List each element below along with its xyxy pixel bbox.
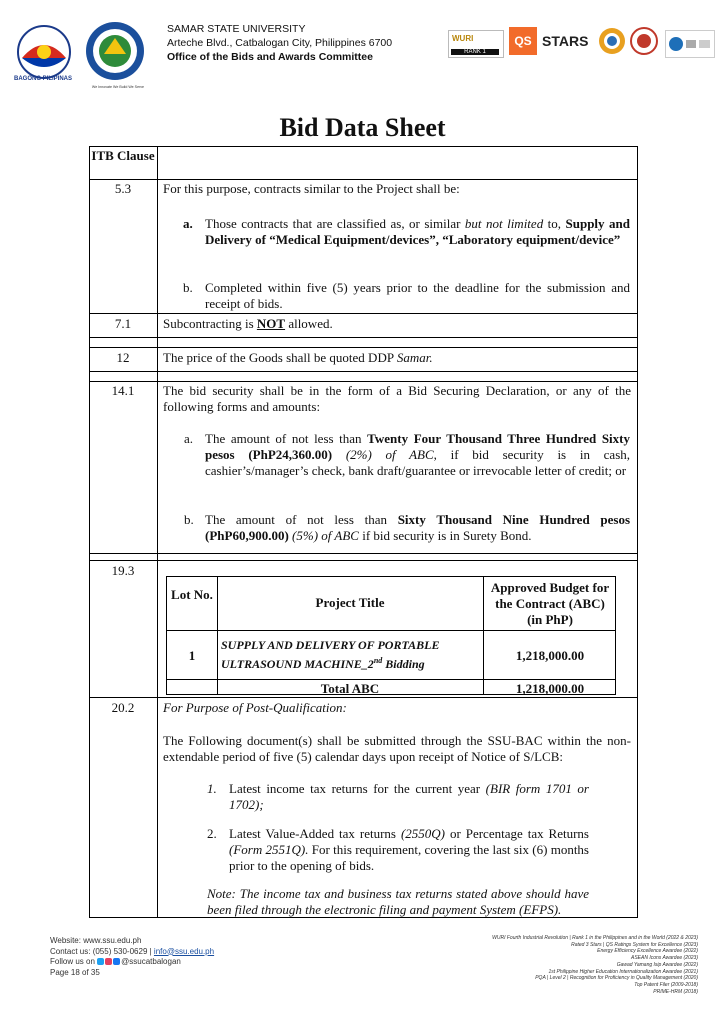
page-number: Page 18 of 35 [50, 967, 100, 977]
clause-20-2: 20.2 [111, 700, 135, 715]
efps-note: Note: The income tax and business tax returns stated above should have been filed through the electronic filing and payment System (EFPS). [207, 886, 589, 917]
item-b-post: if bid security is in Surety Bond. [358, 528, 532, 543]
footer-contact-line [50, 947, 214, 958]
wurj-rank: RANK 1 [451, 49, 499, 55]
bagong-pilipinas-logo [14, 22, 74, 82]
item-a-percent: (2%) of ABC [332, 447, 434, 462]
row-7-1-post: allowed. [285, 316, 333, 331]
row-5-3-intro: For this purpose, contracts similar to the Project shall be: [163, 181, 460, 196]
row-7-1-pre: Subcontracting is [163, 316, 257, 331]
row-14-1-intro: The bid security shall be in the form of a Bid Securing Declaration, or any of the following forms and amounts: [163, 383, 631, 414]
item-2-mid: or Percentage tax Returns [444, 826, 589, 841]
clause-19-3: 19.3 [111, 563, 135, 578]
item-2-post: For this requirement, covering the last six (6) months prior to the opening of bids. [229, 842, 589, 873]
university-name: SAMAR STATE UNIVERSITY [167, 23, 306, 35]
ssu-seal-logo [84, 20, 146, 82]
wurj-badge [448, 30, 504, 58]
lot-abc-value: 1,218,000.00 [515, 648, 585, 663]
item-1-italic: (BIR form 1701 or 1702); [229, 781, 589, 812]
footer-website: Website: www.ssu.edu.ph [50, 936, 142, 945]
footer-phone: Contact us: (055) 530-0629 | [50, 946, 154, 956]
qs-label: QS [509, 27, 537, 55]
lot-col-divider [483, 577, 484, 694]
certification-logo [665, 30, 715, 58]
itb-clause-header: ITB Clause [91, 148, 155, 163]
award-line: Rated 3 Stars | QS Ratings System for Excellence (2023) [571, 941, 698, 948]
award-line: PQA | Level 2 | Recognition for Proficiency in Quality Management (2020) [535, 975, 698, 982]
item-a-pre: The amount of not less than [205, 431, 368, 446]
row-7-1-text [163, 316, 631, 332]
instagram-icon[interactable] [105, 958, 112, 965]
item-2-italic2: (Form 2551Q). [229, 842, 309, 857]
item-1-marker: 1. [207, 781, 217, 796]
row-5-3-a-marker: a. [183, 216, 193, 231]
item-2-italic1: (2550Q) [400, 826, 445, 841]
row-12-pre: The price of the Goods shall be quoted DDP [163, 350, 397, 365]
row-divider [89, 347, 638, 348]
footer-contact [50, 936, 214, 978]
row-divider [89, 313, 638, 314]
row-divider [89, 553, 638, 554]
row-14-1-b-marker: b. [184, 512, 194, 527]
qs-stars-badge [509, 27, 593, 57]
row-7-1-bold: NOT [256, 316, 286, 331]
facebook-icon[interactable] [113, 958, 120, 965]
row-5-3-item-a [205, 216, 630, 248]
clause-14-1: 14.1 [111, 383, 135, 398]
item-2-pre: Latest Value-Added tax returns [229, 826, 401, 841]
qs-stars-label: STARS [542, 33, 589, 49]
abc-header: Approved Budget for the Contract (ABC) (in PhP) [490, 580, 610, 627]
clause-5-3: 5.3 [114, 181, 132, 196]
row-14-1-item-b [205, 512, 630, 544]
row-5-3-item-b: Completed within five (5) years prior to the deadline for the submission and receipt of bids. [205, 280, 630, 311]
logo2-caption: We Innovate We Build We Serve [91, 85, 145, 89]
lot-project-title [221, 637, 481, 672]
row-divider [89, 697, 638, 698]
lot-number: 1 [188, 648, 196, 663]
header-text [167, 22, 392, 64]
university-address: Arteche Blvd., Catbalogan City, Philippines 6700 [167, 37, 393, 49]
item-b-percent: (5%) of ABC [288, 528, 359, 543]
row-divider [89, 381, 638, 382]
follow-handle: @ssucatbalogan [121, 957, 181, 966]
row-5-3-b-marker: b. [183, 280, 193, 295]
post-qual-heading: For Purpose of Post-Qualification: [163, 700, 347, 715]
row-divider [89, 337, 638, 338]
item-2-marker: 2. [207, 826, 217, 841]
row-14-1-item-a [205, 431, 630, 479]
row-divider [89, 179, 638, 180]
total-abc-label: Total ABC [320, 681, 380, 696]
award-line: Top Patent Filer (2009-2018) [634, 981, 698, 988]
logo1-caption: BAGONG PILIPINAS [13, 76, 72, 82]
lot-title-line1: SUPPLY AND DELIVERY OF PORTABLE [221, 638, 440, 652]
lot-title-sup: nd [373, 656, 383, 665]
award-line: WURI Fourth Industrial Revolution | Rank 1 in the Philippines and in the World (2022 & 2023) [492, 935, 698, 941]
award-line: 1st Philippine Higher Education Internationalization Awardee (2021) [548, 968, 698, 975]
clause-7-1: 7.1 [114, 316, 132, 331]
item-2-text [229, 826, 589, 874]
lot-title-line2: ULTRASOUND MACHINE_2 [221, 657, 374, 671]
column-divider [157, 146, 158, 918]
footer-email-link[interactable]: info@ssu.edu.ph [153, 946, 215, 956]
lot-row-divider [167, 630, 615, 631]
item-b-pre: The amount of not less than [205, 512, 398, 527]
award-line: Gawad Yamang Isip Awardee (2022) [616, 961, 698, 968]
project-title-header: Project Title [315, 595, 385, 610]
pqa-seal-icon [630, 27, 658, 55]
item-a-amount: Twenty Four Thousand Three Hundred Sixty pesos (PhP24,360.00) [205, 431, 630, 462]
lot-row-divider [167, 679, 615, 680]
follow-label: Follow us on [50, 957, 98, 966]
row-12-italic: Samar. [396, 350, 433, 365]
footer-awards [380, 935, 698, 995]
lot-table [166, 576, 616, 695]
lot-title-line3: Bidding [382, 657, 425, 671]
row-14-1-a-marker: a. [184, 431, 194, 446]
twitter-icon[interactable] [97, 958, 104, 965]
item-a-mid: to, [543, 216, 566, 231]
page-title: Bid Data Sheet [279, 113, 446, 142]
row-divider [89, 560, 638, 561]
total-abc-value: 1,218,000.00 [515, 681, 585, 696]
award-line: ASEAN Icons Awardee (2023) [631, 955, 698, 962]
lot-no-header: Lot No. [171, 587, 213, 602]
item-a-bold: Supply and Delivery of “Medical Equipment/devices”, “Laboratory equipment/device” [205, 216, 630, 247]
item-1-pre: Latest income tax returns for the current year [229, 781, 486, 796]
row-12-text [163, 350, 631, 366]
item-a-italic: but not limited [464, 216, 544, 231]
award-seal-icon [598, 27, 626, 55]
wurj-label: WURI [452, 34, 474, 43]
award-line: PRIME-HRM (2018) [653, 988, 698, 995]
item-a-text: Those contracts that are classified as, or similar [205, 216, 465, 231]
item-a-post: , if bid security is in cash, cashier’s/manager’s check, bank draft/guarantee or irrevocable letter of credit; or [205, 447, 630, 478]
post-qual-para: The Following document(s) shall be submitted through the SSU-BAC within the non-extendable period of five (5) calendar days upon receipt of Notice of S/LCB: [163, 733, 631, 764]
award-line: Energy Efficiency Excellence Awardee (2022) [597, 948, 698, 955]
row-divider [89, 371, 638, 372]
item-b-amount: Sixty Thousand Nine Hundred pesos (PhP60,900.00) [205, 512, 630, 543]
clause-12: 12 [116, 350, 130, 365]
office-name: Office of the Bids and Awards Committee [167, 51, 373, 63]
footer-follow [50, 957, 214, 968]
item-1-text [229, 781, 589, 813]
